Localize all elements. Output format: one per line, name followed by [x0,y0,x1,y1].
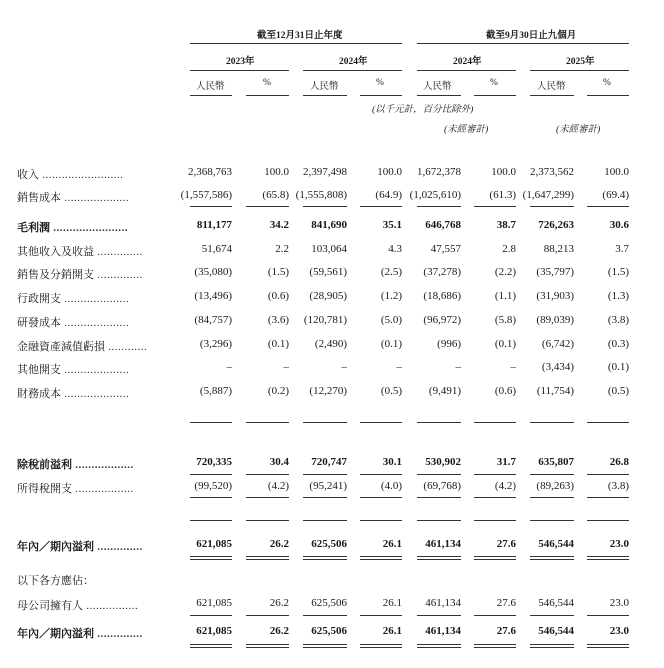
column-rule [360,556,402,557]
amount-cell: (6,742) [541,338,574,350]
column-rule [246,615,289,616]
percent-cell: 35.1 [382,219,402,231]
col-rule-6 [474,95,516,96]
amount-cell: (69,768) [423,480,461,492]
percent-cell: 23.0 [609,625,629,637]
column-rule [474,497,516,498]
amount-cell: 621,085 [196,597,232,609]
table-row [0,572,664,588]
header-nine-month-group: 截至9月30日止九個月 [486,31,577,41]
leader-dots: .............. [94,269,143,281]
table-row [0,219,664,235]
percent-cell: (0.6) [494,385,516,397]
table-row [0,290,664,306]
column-rule [587,206,629,207]
column-rule [246,206,289,207]
amount-cell: (84,757) [194,314,232,326]
percent-cell: (4.0) [380,480,402,492]
header-rule-2025-9m [530,70,629,71]
header-rule-2024-9m [417,70,516,71]
column-rule [360,206,402,207]
percent-cell: 2.2 [275,243,289,255]
column-rule [360,474,402,475]
leader-dots: ................ [83,600,139,612]
amount-cell: 1,672,378 [417,166,461,178]
column-rule [360,647,402,648]
amount-cell: 461,134 [425,625,461,637]
column-rule [587,559,629,560]
percent-cell: 31.7 [496,456,516,468]
column-rule [303,615,347,616]
column-rule [417,497,461,498]
amount-cell: – [455,361,461,373]
amount-cell: 635,807 [538,456,574,468]
amount-cell: 88,213 [543,243,574,255]
column-rule [417,422,461,423]
amount-cell: (89,263) [536,480,574,492]
amount-cell: (1,025,610) [409,189,461,201]
row-label: 金融資產減值虧損 ............ [17,341,148,353]
amount-cell: (89,039) [536,314,574,326]
header-year-2024: 2024年 [339,57,368,67]
percent-cell: 100.0 [491,166,516,178]
leader-dots: .................... [61,293,130,305]
column-rule [530,206,574,207]
percent-cell: (1.3) [607,290,629,302]
header-year-group: 截至12月31日止年度 [257,31,343,41]
row-label: 除稅前溢利 .................. [17,459,134,471]
amount-cell: (11,754) [536,385,574,397]
amount-cell: (1,557,586) [180,189,232,201]
column-rule [246,422,289,423]
amount-cell: (59,561) [309,266,347,278]
column-rule [246,520,289,521]
column-rule [360,615,402,616]
table-row [0,189,664,205]
column-rule [474,206,516,207]
percent-cell: (0.3) [607,338,629,350]
table-row [0,456,664,472]
percent-cell: (0.1) [494,338,516,350]
table-row [0,338,664,354]
col-pct-3: % [490,78,498,88]
row-label: 毛利潤 ....................... [17,222,128,234]
percent-cell: 23.0 [609,538,629,550]
column-rule [474,644,516,645]
column-rule [474,559,516,560]
column-rule [530,559,574,560]
col-rule-1 [190,95,232,96]
column-rule [417,647,461,648]
amount-cell: (99,520) [194,480,232,492]
column-rule [360,644,402,645]
header-rule-nine [417,43,629,44]
amount-cell: (3,434) [541,361,574,373]
units-note: (以千元計，百分比除外) [372,105,474,115]
column-rule [246,647,289,648]
amount-cell: (12,270) [309,385,347,397]
percent-cell: 100.0 [377,166,402,178]
percent-cell: 2.8 [502,243,516,255]
col-pct-2: % [376,78,384,88]
column-rule [190,474,232,475]
col-pct-4: % [603,78,611,88]
table-row [0,266,664,282]
column-rule [587,474,629,475]
column-rule [303,647,347,648]
percent-cell: 26.8 [609,456,629,468]
col-rmb-3: 人民幣 [423,82,452,92]
unaudited-note-2025: (未經審計) [556,125,601,135]
table-row [0,480,664,496]
amount-cell: (1,647,299) [522,189,574,201]
col-pct-1: % [263,78,271,88]
leader-dots: .................... [61,364,130,376]
column-rule [417,559,461,560]
column-rule [417,644,461,645]
column-rule [190,647,232,648]
header-period-2025: 2025年 [566,57,595,67]
percent-cell: (64.9) [375,189,402,201]
percent-cell: (0.1) [267,338,289,350]
amount-cell: 811,177 [196,219,232,231]
leader-dots: .............. [94,628,143,640]
column-rule [587,615,629,616]
column-rule [530,520,574,521]
amount-cell: – [226,361,232,373]
amount-cell: 546,544 [538,597,574,609]
percent-cell: (2.2) [494,266,516,278]
percent-cell: (0.1) [607,361,629,373]
amount-cell: (5,887) [199,385,232,397]
percent-cell: 27.6 [496,597,516,609]
column-rule [417,615,461,616]
percent-cell: 23.0 [609,597,629,609]
amount-cell: 625,506 [311,625,347,637]
row-label: 銷售及分銷開支 .............. [17,269,143,281]
leader-dots: .................... [61,388,130,400]
column-rule [190,559,232,560]
column-rule [190,644,232,645]
column-rule [360,520,402,521]
amount-cell: (35,080) [194,266,232,278]
column-rule [190,520,232,521]
leader-dots: .................... [61,192,130,204]
table-row [0,243,664,259]
amount-cell: 51,674 [201,243,232,255]
row-label: 其他收入及收益 .............. [17,246,143,258]
col-rmb-2: 人民幣 [310,82,339,92]
col-rmb-1: 人民幣 [196,82,225,92]
row-label: 財務成本 .................... [17,388,130,400]
row-label: 母公司擁有人 ................ [17,600,139,612]
column-rule [360,559,402,560]
amount-cell: 621,085 [196,538,232,550]
leader-dots: ......................... [39,169,124,181]
amount-cell: (95,241) [309,480,347,492]
amount-cell: (28,905) [309,290,347,302]
percent-cell: (0.2) [267,385,289,397]
header-year-2023: 2023年 [226,57,255,67]
table-row [0,597,664,613]
amount-cell: (31,903) [536,290,574,302]
column-rule [587,644,629,645]
percent-cell: (0.6) [267,290,289,302]
percent-cell: 30.4 [269,456,289,468]
percent-cell: 4.3 [388,243,402,255]
column-rule [530,647,574,648]
percent-cell: (0.5) [380,385,402,397]
row-label: 其他開支 .................... [17,364,130,376]
percent-cell: (3.6) [267,314,289,326]
header-period-2024: 2024年 [453,57,482,67]
col-rule-7 [530,95,574,96]
column-rule [474,647,516,648]
column-rule [190,497,232,498]
amount-cell: 621,085 [196,625,232,637]
column-rule [190,615,232,616]
amount-cell: (9,491) [428,385,461,397]
col-rule-8 [587,95,629,96]
column-rule [530,556,574,557]
amount-cell: 530,902 [425,456,461,468]
percent-cell: (4.2) [267,480,289,492]
percent-cell: 26.1 [382,625,402,637]
header-rule-year [190,43,402,44]
column-rule [587,520,629,521]
column-rule [190,556,232,557]
percent-cell: (61.3) [489,189,516,201]
amount-cell: 2,368,763 [188,166,232,178]
table-row [0,625,664,641]
col-rule-2 [246,95,289,96]
percent-cell: 26.2 [269,597,289,609]
column-rule [303,556,347,557]
column-rule [587,497,629,498]
percent-cell: (1.2) [380,290,402,302]
percent-cell: (5.8) [494,314,516,326]
leader-dots: .................... [61,317,130,329]
percent-cell: (3.8) [607,480,629,492]
percent-cell: (5.0) [380,314,402,326]
column-rule [246,497,289,498]
column-rule [530,497,574,498]
amount-cell: 103,064 [311,243,347,255]
table-row [0,314,664,330]
row-label: 收入 ......................... [17,169,124,181]
amount-cell: 625,506 [311,597,347,609]
amount-cell: 546,544 [538,538,574,550]
leader-dots: ............ [105,341,148,353]
col-rule-5 [417,95,461,96]
percent-cell: (1.1) [494,290,516,302]
column-rule [530,422,574,423]
percent-cell: 27.6 [496,538,516,550]
percent-cell: 100.0 [264,166,289,178]
row-label: 以下各方應佔： [17,575,94,587]
col-rmb-4: 人民幣 [537,82,566,92]
amount-cell: (37,278) [423,266,461,278]
table-row [0,361,664,377]
column-rule [360,422,402,423]
column-rule [417,556,461,557]
amount-cell: (18,686) [423,290,461,302]
amount-cell: 461,134 [425,538,461,550]
unaudited-note-2024: (未經審計) [444,125,489,135]
column-rule [303,497,347,498]
column-rule [417,206,461,207]
amount-cell: (35,797) [536,266,574,278]
column-rule [530,644,574,645]
column-rule [360,497,402,498]
table-row [0,166,664,182]
column-rule [303,559,347,560]
table-row [0,385,664,401]
percent-cell: 30.6 [609,219,629,231]
row-label: 年內／期內溢利 .............. [17,628,143,640]
column-rule [303,474,347,475]
percent-cell: (65.8) [262,189,289,201]
percent-cell: (2.5) [380,266,402,278]
column-rule [417,474,461,475]
amount-cell: 720,335 [196,456,232,468]
column-rule [530,474,574,475]
column-rule [246,556,289,557]
column-rule [417,520,461,521]
column-rule [587,422,629,423]
leader-dots: .............. [94,246,143,258]
amount-cell: 47,557 [430,243,461,255]
amount-cell: 720,747 [311,456,347,468]
percent-cell: 27.6 [496,625,516,637]
row-label: 所得稅開支 .................. [17,483,134,495]
amount-cell: 546,544 [538,625,574,637]
leader-dots: ....................... [50,222,128,234]
amount-cell: – [341,361,347,373]
row-label: 行政開支 .................... [17,293,130,305]
percent-cell: 38.7 [496,219,516,231]
amount-cell: (2,490) [314,338,347,350]
percent-cell: – [396,361,402,373]
column-rule [246,474,289,475]
percent-cell: 34.2 [269,219,289,231]
column-rule [303,206,347,207]
column-rule [303,644,347,645]
column-rule [474,520,516,521]
row-label: 年內／期內溢利 .............. [17,541,143,553]
percent-cell: (0.5) [607,385,629,397]
amount-cell: (96,972) [423,314,461,326]
percent-cell: (1.5) [267,266,289,278]
column-rule [190,206,232,207]
leader-dots: .................. [72,483,134,495]
percent-cell: (3.8) [607,314,629,326]
amount-cell: (3,296) [199,338,232,350]
column-rule [474,615,516,616]
percent-cell: 26.2 [269,625,289,637]
column-rule [190,422,232,423]
percent-cell: (1.5) [607,266,629,278]
amount-cell: (1,555,808) [295,189,347,201]
amount-cell: 461,134 [425,597,461,609]
amount-cell: (13,496) [194,290,232,302]
amount-cell: 2,397,498 [303,166,347,178]
header-rule-2024 [303,70,402,71]
col-rule-3 [303,95,347,96]
leader-dots: .............. [94,541,143,553]
column-rule [303,422,347,423]
column-rule [246,559,289,560]
percent-cell: (69.4) [602,189,629,201]
amount-cell: 2,373,562 [530,166,574,178]
percent-cell: 26.1 [382,538,402,550]
percent-cell: 26.2 [269,538,289,550]
column-rule [474,474,516,475]
column-rule [474,422,516,423]
amount-cell: 726,263 [538,219,574,231]
column-rule [246,644,289,645]
header-rule-2023 [190,70,289,71]
percent-cell: – [510,361,516,373]
column-rule [474,556,516,557]
row-label: 研發成本 .................... [17,317,130,329]
column-rule [587,556,629,557]
column-rule [303,520,347,521]
amount-cell: 841,690 [311,219,347,231]
amount-cell: (120,781) [303,314,347,326]
column-rule [530,615,574,616]
percent-cell: (4.2) [494,480,516,492]
percent-cell: 26.1 [382,597,402,609]
percent-cell: 30.1 [382,456,402,468]
percent-cell: 3.7 [615,243,629,255]
amount-cell: (996) [437,338,461,350]
amount-cell: 646,768 [425,219,461,231]
amount-cell: 625,506 [311,538,347,550]
row-label: 銷售成本 .................... [17,192,130,204]
percent-cell: (0.1) [380,338,402,350]
percent-cell: – [283,361,289,373]
col-rule-4 [360,95,402,96]
percent-cell: 100.0 [604,166,629,178]
column-rule [587,647,629,648]
table-row [0,538,664,554]
leader-dots: .................. [72,459,134,471]
